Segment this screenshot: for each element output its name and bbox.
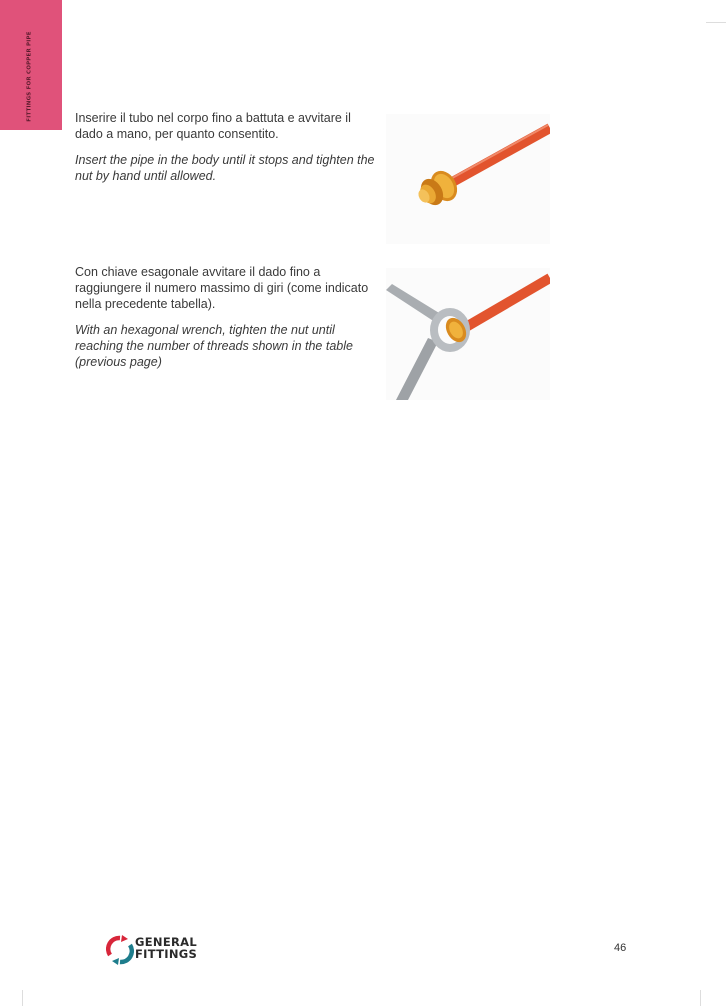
logo-mark-icon: [106, 935, 134, 965]
section-tab: [0, 0, 62, 130]
wrench-tighten-illustration: [386, 268, 550, 400]
step-2-italian: Con chiave esagonale avvitare il dado fino a raggiungere il numero massimo di giri (come indicato nella precedente tabella).: [75, 265, 369, 311]
logo-wordmark: [135, 937, 197, 960]
section-tab-label-wrap: [4, 30, 56, 122]
page-number: 46: [614, 942, 627, 954]
logo-line-2: FITTINGS: [135, 946, 198, 961]
step-2: [75, 264, 375, 370]
step-1-italian: Inserire il tubo nel corpo fino a battuta e avvitare il dado a mano, per quanto consentito.: [75, 111, 351, 141]
step-1: [75, 110, 375, 184]
pipe-insert-illustration: [386, 114, 550, 244]
step-1-english: Insert the pipe in the body until it stops and tighten the nut by hand until allowed.: [75, 153, 375, 183]
crop-mark: [700, 990, 701, 1006]
crop-mark: [706, 22, 726, 23]
step-2-english: With an hexagonal wrench, tighten the nut until reaching the number of threads shown in the table (previous page): [75, 323, 353, 369]
logo-line-1: GENERAL: [135, 935, 197, 949]
section-tab-label: FITTINGS FOR COPPER PIPE: [26, 30, 33, 122]
general-fittings-logo: [106, 934, 216, 966]
crop-mark: [22, 990, 23, 1006]
